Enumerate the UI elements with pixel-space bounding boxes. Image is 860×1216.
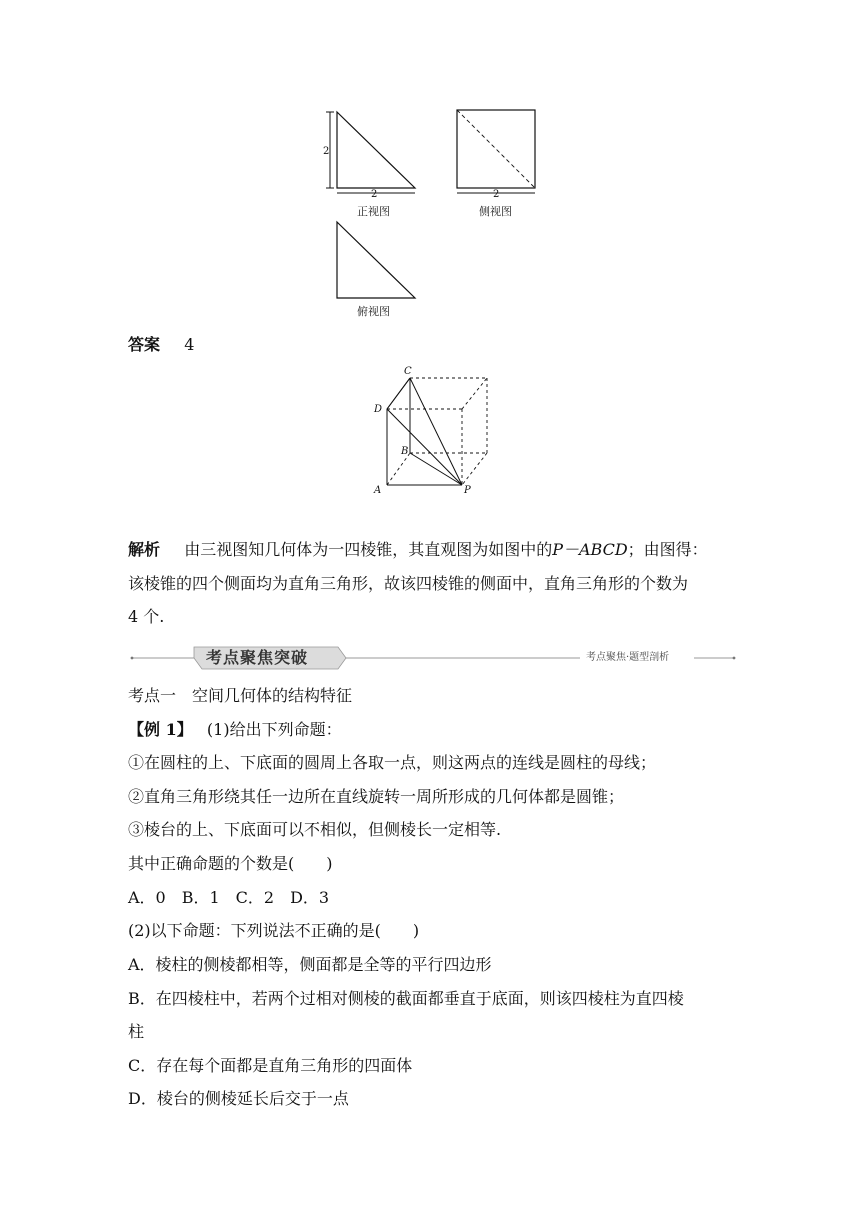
question-1-options: A．0 B．1 C．2 D．3 <box>128 888 330 907</box>
banner-right-text: 考点聚焦·题型剖析 <box>586 652 670 663</box>
proposition-2: ②直角三角形绕其任一边所在直线旋转一周所形成的几何体都是圆锥； <box>128 787 625 806</box>
vertex-label-c: C <box>404 366 412 377</box>
front-view-caption: 正视图 <box>357 205 390 218</box>
front-view-width-label: 2 <box>371 189 378 200</box>
banner-title: 考点聚焦突破 <box>206 648 309 667</box>
pyramid-in-cube-figure <box>370 362 500 497</box>
section-banner <box>128 645 738 671</box>
option-d: D．棱台的侧棱延长后交于一点 <box>128 1089 349 1108</box>
example-tag: 【例 1】 <box>128 720 193 739</box>
side-view <box>457 110 535 193</box>
vertex-label-p: P <box>464 485 471 496</box>
answer-label: 答案 <box>128 335 161 354</box>
section-heading: 考点一 空间几何体的结构特征 <box>128 686 353 705</box>
three-view-figure <box>315 100 555 320</box>
option-c: C．存在每个面都是直角三角形的四面体 <box>128 1056 413 1075</box>
side-view-caption: 侧视图 <box>479 205 512 218</box>
vertex-label-a: A <box>374 485 382 496</box>
analysis-line-1: 解析 由三视图知几何体为一四棱锥，其直观图为如图中的P－ABCD；由图得： <box>128 540 708 559</box>
question-2-intro: (2)以下命题：下列说法不正确的是( ) <box>128 921 420 940</box>
analysis-label: 解析 <box>128 540 161 559</box>
question-1-ask: 其中正确命题的个数是( ) <box>128 854 333 873</box>
vertex-label-b: B <box>401 446 409 457</box>
vertex-label-d: D <box>374 404 383 415</box>
top-view-caption: 俯视图 <box>357 305 390 318</box>
pyramid-name: P－ABCD <box>552 540 628 559</box>
proposition-3: ③棱台的上、下底面可以不相似，但侧棱长一定相等. <box>128 820 502 839</box>
option-b-line-2: 柱 <box>128 1022 145 1041</box>
option-b-line-1: B．在四棱柱中，若两个过相对侧棱的截面都垂直于底面，则该四棱柱为直四棱 <box>128 989 684 1008</box>
side-view-width-label: 2 <box>493 189 500 200</box>
option-a: A．棱柱的侧棱都相等，侧面都是全等的平行四边形 <box>128 955 492 974</box>
example-1-intro: 【例 1】 (1)给出下列命题： <box>128 720 342 739</box>
analysis-line-2: 该棱锥的四个侧面均为直角三角形，故该四棱锥的侧面中，直角三角形的个数为 <box>128 574 689 593</box>
front-view-height-label: 2 <box>323 146 330 157</box>
analysis-line-3: 4 个. <box>128 607 165 626</box>
top-view <box>337 222 415 298</box>
proposition-1: ①在圆柱的上、下底面的圆周上各取一点，则这两点的连线是圆柱的母线； <box>128 753 657 772</box>
front-view <box>326 112 415 193</box>
answer-line <box>128 335 194 355</box>
answer-value: 4 <box>184 335 195 354</box>
